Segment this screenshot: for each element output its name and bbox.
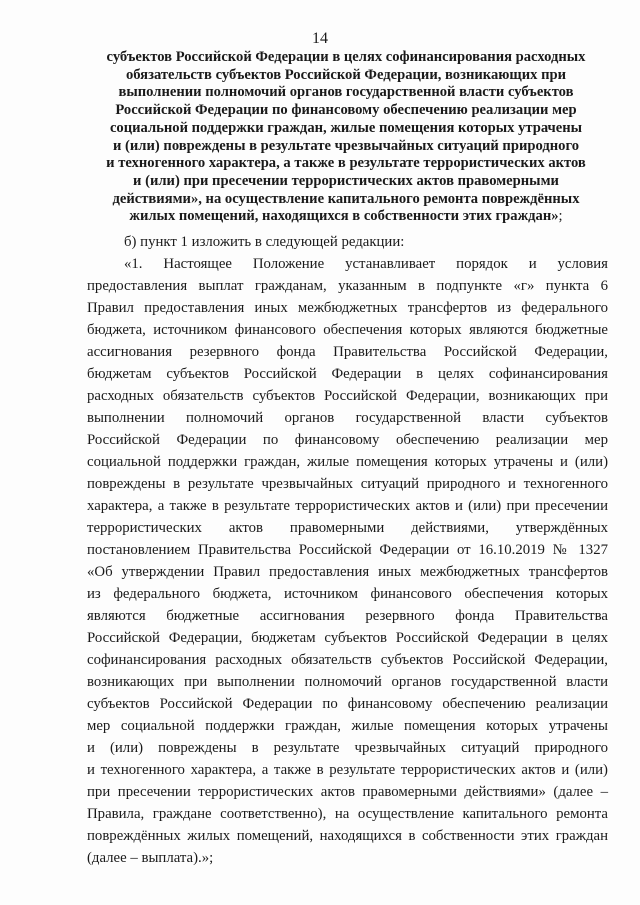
heading-line: Российской Федерации по финансовому обеспечению реализации мер xyxy=(115,102,577,119)
heading-line: и техногенного характера, а также в результате террористических актов xyxy=(106,155,586,172)
heading-last-text: жилых помещений, находящихся в собственности этих граждан» xyxy=(129,208,559,225)
body-line: выполнении полномочий органов государственной власти субъектов xyxy=(87,410,608,426)
body-line: и техногенного характера, а также в результате террористических актов и (или) xyxy=(87,762,608,778)
body-line: возникающих при выполнении полномочий органов государственной власти xyxy=(87,674,608,690)
heading-line: субъектов Российской Федерации в целях софинансирования расходных xyxy=(106,49,586,65)
body-line: расходных обязательств субъектов Российской Федерации, возникающих при xyxy=(87,388,608,404)
heading-line: выполнении полномочий органов государственной власти субъектов xyxy=(118,84,574,101)
body-line: б) пункт 1 изложить в следующей редакции: xyxy=(124,234,405,250)
heading-line: и (или) повреждены в результате чрезвычайных ситуаций природного xyxy=(112,137,580,154)
heading-line: и (или) при пресечении террористических актов правомерными xyxy=(133,172,559,189)
body-line: (далее – выплата).»; xyxy=(87,850,214,866)
body-line: ассигнования резервного фонда Правительства Российской Федерации, xyxy=(87,344,608,360)
body-line: Российской Федерации по финансовому обеспечению реализации мер xyxy=(87,432,608,448)
heading-line: обязательств субъектов Российской Федерации, возникающих при xyxy=(125,66,567,83)
body-line: Российской Федерации, бюджетам субъектов Российской Федерации в целях xyxy=(87,630,608,646)
body-line: характера, а также в результате террористических актов и (или) при пресечении xyxy=(87,498,608,514)
body-line: софинансирования расходных обязательств субъектов Российской Федерации, xyxy=(87,652,608,668)
body-line: предоставления выплат гражданам, указанным в подпункте «г» пункта 6 xyxy=(87,278,608,294)
heading-line-last xyxy=(86,208,606,226)
body-line: постановлением Правительства Российской Федерации от 16.10.2019 № 1327 xyxy=(87,542,608,558)
body-line: мер социальной поддержки граждан, жилые помещения которых утрачены xyxy=(87,718,608,734)
body-line: при пресечении террористических актов правомерными действиями» (далее – xyxy=(87,784,608,800)
body-line: Правила, граждане соответственно), на осуществление капитального ремонта xyxy=(87,806,608,822)
body-line: бюджета, источником финансового обеспечения которых являются бюджетные xyxy=(87,322,608,338)
body-line: социальной поддержки граждан, жилые помещения которых утрачены и (или) xyxy=(87,454,608,470)
body-line: «1. Настоящее Положение устанавливает порядок и условия xyxy=(124,256,608,272)
heading-tail: ; xyxy=(558,208,563,225)
body-line: повреждены в результате чрезвычайных ситуаций природного и техногенного xyxy=(87,476,608,492)
body-line: «Об утверждении Правил предоставления иных межбюджетных трансфертов xyxy=(87,564,608,580)
page-number: 14 xyxy=(312,30,328,47)
heading-line: социальной поддержки граждан, жилые помещения которых утрачены xyxy=(109,119,583,136)
body-line: террористических актов правомерными действиями, утверждённых xyxy=(87,520,608,536)
body-line: субъектов Российской Федерации по финансовому обеспечению реализации xyxy=(87,696,608,712)
heading-line: действиями», на осуществление капитального ремонта повреждённых xyxy=(112,190,580,207)
heading-bold-block xyxy=(86,49,606,226)
body-line: и (или) повреждены в результате чрезвычайных ситуаций природного xyxy=(87,740,608,756)
body-line: из федерального бюджета, источником финансового обеспечения которых xyxy=(87,586,608,602)
body-line: повреждённых жилых помещений, находящихся в собственности этих граждан xyxy=(87,828,608,844)
body-line: Правил предоставления иных межбюджетных трансфертов из федерального xyxy=(87,300,608,316)
body-line: являются бюджетные ассигнования резервного фонда Правительства xyxy=(87,608,608,624)
body-line: бюджетам субъектов Российской Федерации в целях софинансирования xyxy=(87,366,608,382)
